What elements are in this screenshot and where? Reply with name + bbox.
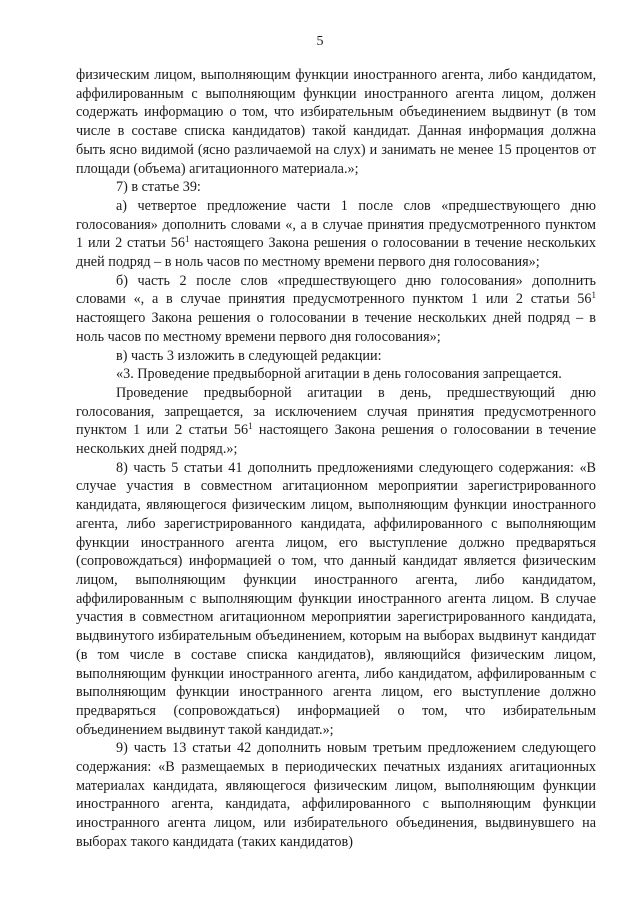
paragraph-item-8: 8) часть 5 статьи 41 дополнить предложениями следующего содержания: «В случае участия в совместном агитационном мероприятии зарегистрированного кандидата, являющегося физическим лицом, выполняющим функции иностранного агента, либо зарегистрированного кандидата, аффилированного с выполняющим функции иностранного агента лицом, его выступление должно предваряться (сопровождаться) информацией о том, что данный кандидат является физическим лицом, выполняющим функции иностранного агента, либо кандидатом, аффилированным с выполняющим функции иностранного агента лицом. В случае участия в совместном агитационном мероприятии зарегистрированного кандидата, выдвинутого избирательным объединением, которым на выборах выдвинут кандидат (в том числе в составе списка кандидатов), являющийся физическим лицом, выполняющим функции иностранного агента, либо кандидатом, аффилированным с выполняющим функции иностранного агента лицом, его выступление должно предваряться (сопровождаться) информацией о том, что избирательным объединением выдвинут такой кандидат.»; [76,459,596,738]
paragraph-item-7v: в) часть 3 изложить в следующей редакции: [116,347,382,364]
paragraph-item-7a: а) четвертое предложение части 1 после слов «предшествующего дню голосования» дополнить словами «, а в случае принятия предусмотренного пунктом 1 или 2 статьи $56^1$ настоящего Закона решения о голосовании в течение нескольких дней подряд – в ноль часов по местному времени первого дня голосования»; [76,197,596,271]
paragraph-item-7b: б) часть 2 после слов «предшествующего дню голосования» дополнить словами «, а в случае принятия предусмотренного пунктом 1 или 2 статьи $56^1$ настоящего Закона решения о голосовании в течение нескольких дней подряд – в ноль часов по местному времени первого дня голосования»; [76,272,596,345]
paragraph-continuation: физическим лицом, выполняющим функции иностранного агента, либо кандидатом, аффилированным с выполняющим функции иностранного агента лицом, должен содержать информацию о том, что избирательным объединением выдвинут (в том числе в составе списка кандидатов) такой кандидат. Данная информация должна быть ясно видимой (ясно различаемой на слух) и занимать не менее 15 процентов от площади (объема) агитационного материала.»; [76,67,596,177]
paragraph-item-9: 9) часть 13 статьи 42 дополнить новым третьим предложением следующего содержания: «В размещаемых в периодических печатных изданиях агитационных материалах кандидата, являющегося физическим лицом, выполняющим функции иностранного агента, кандидата, аффилированного с выполняющим функции иностранного агента лицом, или избирательного объединения, выдвинувшего на выборах такого кандидата (таких кандидатов) [76,740,596,850]
document-body [76,66,596,852]
page-number: 5 [316,34,324,49]
paragraph-item-7: 7) в статье 39: [116,179,201,196]
paragraph-quote-part-3: «3. Проведение предвыборной агитации в день голосования запрещается. [116,366,562,383]
paragraph-quote-agitation: Проведение предвыборной агитации в день, предшествующий дню голосования, запрещается, за исключением случая принятия предусмотренного пунктом 1 или 2 статьи $56^1$ настоящего Закона решения о голосовании в течение нескольких дней подряд.»; [76,384,596,458]
